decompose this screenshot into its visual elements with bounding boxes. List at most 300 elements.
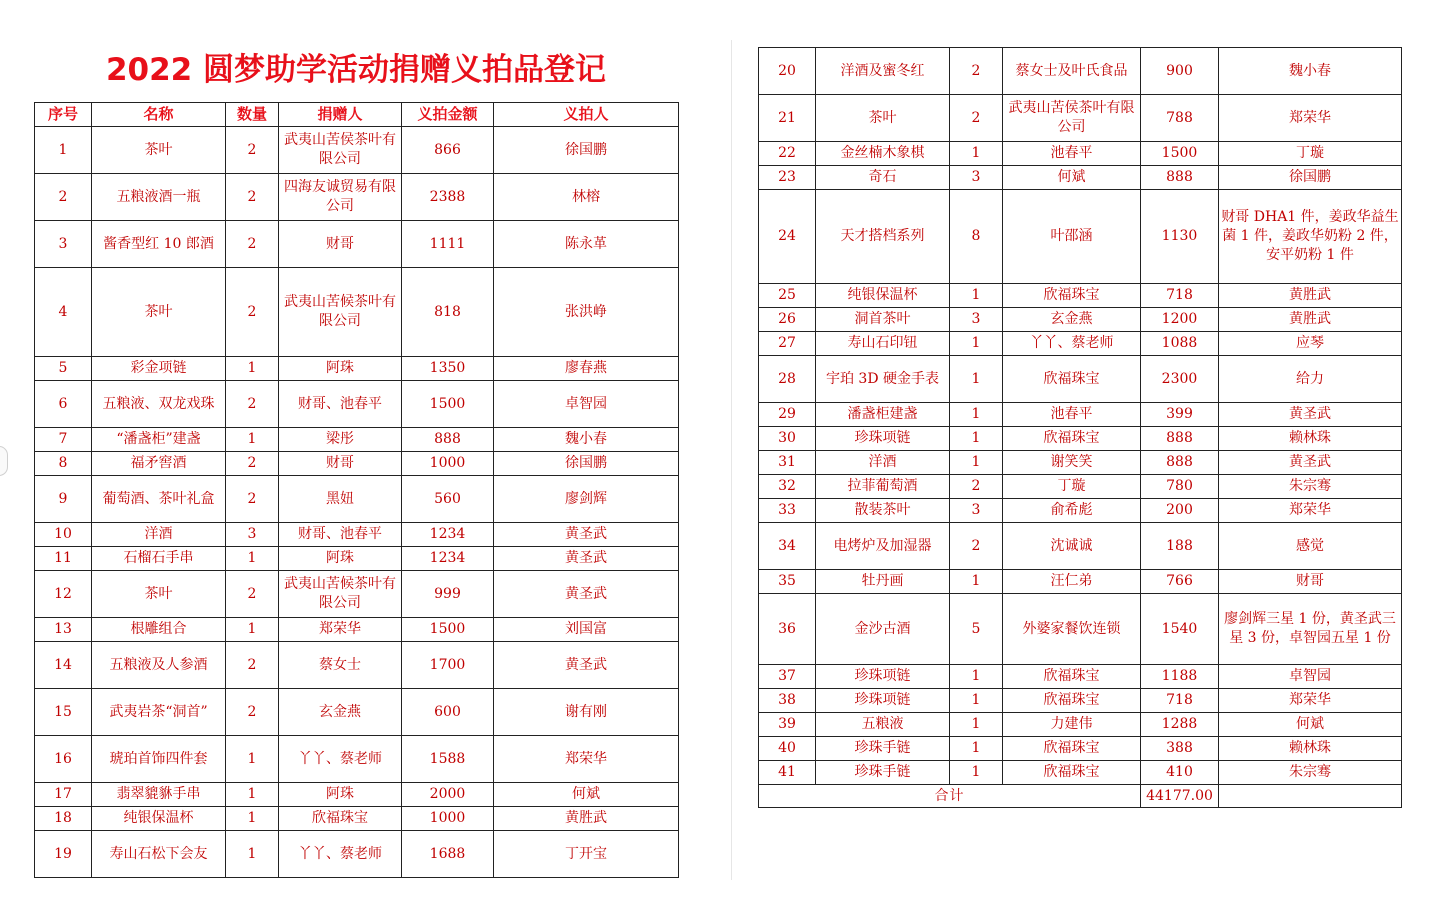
row-item-name: 酱香型红 10 郎酒 — [92, 221, 226, 268]
table-row — [759, 284, 1402, 308]
row-qty: 1 — [950, 332, 1003, 356]
row-qty: 1 — [950, 403, 1003, 427]
row-qty: 2 — [226, 221, 279, 268]
table-row — [35, 807, 679, 831]
row-amount: 1500 — [1141, 142, 1219, 166]
row-amount: 1540 — [1141, 594, 1219, 665]
row-donor: 玄金燕 — [279, 689, 402, 736]
row-no: 24 — [759, 190, 816, 284]
row-no: 28 — [759, 356, 816, 403]
row-bidder: 卓智园 — [494, 381, 679, 428]
table-row — [759, 665, 1402, 689]
row-amount: 788 — [1141, 95, 1219, 142]
row-donor: 叶邵涵 — [1003, 190, 1141, 284]
row-bidder: 郑荣华 — [1219, 689, 1402, 713]
row-donor: 梁彤 — [279, 428, 402, 452]
row-no: 25 — [759, 284, 816, 308]
left-registration-table — [34, 102, 679, 878]
row-donor: 武夷山苦侯茶叶有限公司 — [279, 127, 402, 174]
table-row — [35, 736, 679, 783]
row-item-name: 茶叶 — [92, 127, 226, 174]
row-amount: 1588 — [402, 736, 494, 783]
row-amount: 1350 — [402, 357, 494, 381]
row-amount: 188 — [1141, 523, 1219, 570]
row-bidder: 赖林珠 — [1219, 427, 1402, 451]
row-bidder: 黄圣武 — [494, 523, 679, 547]
row-no: 39 — [759, 713, 816, 737]
row-bidder: 赖林珠 — [1219, 737, 1402, 761]
row-donor: 欣福珠宝 — [279, 807, 402, 831]
header-no: 序号 — [35, 103, 92, 127]
row-donor: 何斌 — [1003, 166, 1141, 190]
table-row — [35, 523, 679, 547]
row-amount: 200 — [1141, 499, 1219, 523]
row-bidder: 丁开宝 — [494, 831, 679, 878]
row-donor: 欣福珠宝 — [1003, 761, 1141, 785]
row-qty: 1 — [226, 618, 279, 642]
row-no: 40 — [759, 737, 816, 761]
row-item-name: 洋酒 — [816, 451, 950, 475]
row-amount: 410 — [1141, 761, 1219, 785]
table-row — [35, 689, 679, 736]
row-item-name: 珍珠手链 — [816, 737, 950, 761]
row-item-name: 金沙古酒 — [816, 594, 950, 665]
row-amount: 1500 — [402, 381, 494, 428]
row-item-name: 拉菲葡萄酒 — [816, 475, 950, 499]
row-bidder: 刘国富 — [494, 618, 679, 642]
row-amount: 1700 — [402, 642, 494, 689]
row-bidder: 黄圣武 — [494, 547, 679, 571]
table-row — [35, 476, 679, 523]
row-item-name: 五粮液、双龙戏珠 — [92, 381, 226, 428]
row-bidder: 张洪峥 — [494, 268, 679, 357]
row-qty: 2 — [226, 381, 279, 428]
row-bidder: 黄圣武 — [494, 571, 679, 618]
row-qty: 1 — [950, 356, 1003, 403]
row-qty: 2 — [226, 127, 279, 174]
row-donor: 阿珠 — [279, 783, 402, 807]
row-amount: 1088 — [1141, 332, 1219, 356]
table-row — [759, 332, 1402, 356]
row-amount: 888 — [402, 428, 494, 452]
row-item-name: 珍珠项链 — [816, 427, 950, 451]
row-amount: 888 — [1141, 451, 1219, 475]
row-qty: 1 — [950, 142, 1003, 166]
row-donor: 财哥 — [279, 221, 402, 268]
row-donor: 池春平 — [1003, 142, 1141, 166]
row-qty: 2 — [950, 48, 1003, 95]
row-no: 17 — [35, 783, 92, 807]
table-row — [759, 451, 1402, 475]
row-no: 12 — [35, 571, 92, 618]
row-no: 21 — [759, 95, 816, 142]
row-bidder: 黄圣武 — [1219, 451, 1402, 475]
row-item-name: 翡翠貔貅手串 — [92, 783, 226, 807]
table-row — [759, 308, 1402, 332]
row-qty: 1 — [950, 689, 1003, 713]
table-row — [759, 356, 1402, 403]
row-bidder: 徐国鹏 — [494, 127, 679, 174]
row-bidder: 黄胜武 — [494, 807, 679, 831]
total-amount: 44177.00 — [1141, 785, 1219, 808]
row-qty: 1 — [950, 665, 1003, 689]
row-item-name: 葡萄酒、茶叶礼盒 — [92, 476, 226, 523]
row-donor: 欣福珠宝 — [1003, 284, 1141, 308]
header-bidder: 义拍人 — [494, 103, 679, 127]
row-amount: 888 — [1141, 166, 1219, 190]
row-donor: 欣福珠宝 — [1003, 427, 1141, 451]
right-registration-table — [758, 47, 1402, 808]
row-qty: 1 — [226, 807, 279, 831]
row-no: 41 — [759, 761, 816, 785]
row-qty: 1 — [226, 357, 279, 381]
table-row — [759, 475, 1402, 499]
row-item-name: 牡丹画 — [816, 570, 950, 594]
row-item-name: 珍珠手链 — [816, 761, 950, 785]
table-row — [35, 783, 679, 807]
row-no: 18 — [35, 807, 92, 831]
row-item-name: 琥珀首饰四件套 — [92, 736, 226, 783]
row-item-name: 金丝楠木象棋 — [816, 142, 950, 166]
row-amount: 900 — [1141, 48, 1219, 95]
row-qty: 2 — [226, 689, 279, 736]
row-donor: 汪仁弟 — [1003, 570, 1141, 594]
row-no: 32 — [759, 475, 816, 499]
row-item-name: 茶叶 — [816, 95, 950, 142]
row-donor: 池春平 — [1003, 403, 1141, 427]
row-qty: 2 — [226, 174, 279, 221]
row-amount: 780 — [1141, 475, 1219, 499]
row-qty: 1 — [226, 428, 279, 452]
row-donor: 武夷山苦候茶叶有限公司 — [279, 268, 402, 357]
row-donor: 丫丫、蔡老师 — [279, 736, 402, 783]
table-row — [35, 381, 679, 428]
row-no: 34 — [759, 523, 816, 570]
row-donor: 丫丫、蔡老师 — [279, 831, 402, 878]
row-donor: 郑荣华 — [279, 618, 402, 642]
row-qty: 3 — [950, 308, 1003, 332]
row-no: 35 — [759, 570, 816, 594]
row-item-name: 茶叶 — [92, 571, 226, 618]
row-no: 36 — [759, 594, 816, 665]
row-qty: 1 — [950, 284, 1003, 308]
row-donor: 蔡女士及叶氏食品 — [1003, 48, 1141, 95]
header-name: 名称 — [92, 103, 226, 127]
row-amount: 1234 — [402, 523, 494, 547]
row-no: 38 — [759, 689, 816, 713]
row-qty: 1 — [226, 736, 279, 783]
row-bidder: 黄胜武 — [1219, 284, 1402, 308]
row-no: 4 — [35, 268, 92, 357]
row-bidder: 朱宗骞 — [1219, 475, 1402, 499]
row-amount: 1688 — [402, 831, 494, 878]
row-bidder: 林榕 — [494, 174, 679, 221]
row-amount: 999 — [402, 571, 494, 618]
table-row — [35, 642, 679, 689]
table-row — [759, 427, 1402, 451]
row-donor: 阿珠 — [279, 547, 402, 571]
row-item-name: 五粮液酒一瓶 — [92, 174, 226, 221]
row-no: 26 — [759, 308, 816, 332]
row-donor: 丫丫、蔡老师 — [1003, 332, 1141, 356]
row-donor: 欣福珠宝 — [1003, 356, 1141, 403]
row-amount: 560 — [402, 476, 494, 523]
page-divider — [731, 40, 732, 880]
row-qty: 1 — [950, 737, 1003, 761]
row-no: 2 — [35, 174, 92, 221]
row-amount: 1500 — [402, 618, 494, 642]
row-no: 19 — [35, 831, 92, 878]
table-row — [759, 190, 1402, 284]
row-no: 7 — [35, 428, 92, 452]
row-donor: 沈诚诚 — [1003, 523, 1141, 570]
row-amount: 1288 — [1141, 713, 1219, 737]
row-no: 29 — [759, 403, 816, 427]
row-bidder: 黄胜武 — [1219, 308, 1402, 332]
row-donor: 欣福珠宝 — [1003, 689, 1141, 713]
row-qty: 3 — [950, 499, 1003, 523]
table-row — [35, 127, 679, 174]
table-row — [35, 618, 679, 642]
row-amount: 718 — [1141, 689, 1219, 713]
side-scroll-handle[interactable] — [0, 446, 8, 476]
row-qty: 2 — [950, 475, 1003, 499]
row-donor: 财哥 — [279, 452, 402, 476]
row-bidder: 魏小春 — [1219, 48, 1402, 95]
table-row — [759, 594, 1402, 665]
row-bidder: 黄圣武 — [494, 642, 679, 689]
row-qty: 8 — [950, 190, 1003, 284]
row-bidder: 给力 — [1219, 356, 1402, 403]
row-item-name: 五粮液及人参酒 — [92, 642, 226, 689]
row-item-name: 散装茶叶 — [816, 499, 950, 523]
table-row — [759, 142, 1402, 166]
row-amount: 2300 — [1141, 356, 1219, 403]
row-donor: 财哥、池春平 — [279, 523, 402, 547]
row-qty: 3 — [226, 523, 279, 547]
row-item-name: 天才搭档系列 — [816, 190, 950, 284]
row-item-name: 石榴石手串 — [92, 547, 226, 571]
row-bidder: 廖春燕 — [494, 357, 679, 381]
row-qty: 2 — [226, 571, 279, 618]
table-row — [35, 571, 679, 618]
row-item-name: 福矛窖酒 — [92, 452, 226, 476]
row-bidder: 何斌 — [1219, 713, 1402, 737]
row-amount: 718 — [1141, 284, 1219, 308]
row-no: 13 — [35, 618, 92, 642]
row-no: 15 — [35, 689, 92, 736]
row-item-name: 纯银保温杯 — [816, 284, 950, 308]
table-row — [35, 452, 679, 476]
row-item-name: 彩金项链 — [92, 357, 226, 381]
row-donor: 武夷山苦侯茶叶有限公司 — [1003, 95, 1141, 142]
row-item-name: 宇珀 3D 硬金手表 — [816, 356, 950, 403]
row-amount: 2388 — [402, 174, 494, 221]
row-donor: 阿珠 — [279, 357, 402, 381]
table-row — [759, 499, 1402, 523]
row-no: 1 — [35, 127, 92, 174]
row-donor: 四海友诚贸易有限公司 — [279, 174, 402, 221]
row-item-name: 珍珠项链 — [816, 689, 950, 713]
row-no: 20 — [759, 48, 816, 95]
table-row — [35, 547, 679, 571]
row-qty: 1 — [950, 713, 1003, 737]
row-qty: 1 — [950, 570, 1003, 594]
table-row — [759, 570, 1402, 594]
row-no: 5 — [35, 357, 92, 381]
row-donor: 谢笑笑 — [1003, 451, 1141, 475]
header-row — [35, 103, 679, 127]
table-row — [35, 357, 679, 381]
row-no: 11 — [35, 547, 92, 571]
row-qty: 1 — [226, 783, 279, 807]
table-row — [35, 174, 679, 221]
row-no: 33 — [759, 499, 816, 523]
row-amount: 1130 — [1141, 190, 1219, 284]
row-donor: 外婆家餐饮连锁 — [1003, 594, 1141, 665]
row-no: 8 — [35, 452, 92, 476]
table-row — [35, 268, 679, 357]
row-item-name: 洞首茶叶 — [816, 308, 950, 332]
row-bidder: 徐国鹏 — [494, 452, 679, 476]
row-qty: 1 — [226, 831, 279, 878]
row-item-name: 寿山石松下会友 — [92, 831, 226, 878]
row-item-name: 五粮液 — [816, 713, 950, 737]
row-qty: 2 — [950, 95, 1003, 142]
row-qty: 5 — [950, 594, 1003, 665]
row-donor: 财哥、池春平 — [279, 381, 402, 428]
row-qty: 1 — [950, 427, 1003, 451]
row-item-name: 电烤炉及加湿器 — [816, 523, 950, 570]
row-no: 23 — [759, 166, 816, 190]
row-no: 6 — [35, 381, 92, 428]
row-amount: 399 — [1141, 403, 1219, 427]
header-qty: 数量 — [226, 103, 279, 127]
row-no: 30 — [759, 427, 816, 451]
row-item-name: 奇石 — [816, 166, 950, 190]
table-row — [35, 221, 679, 268]
row-donor: 丁璇 — [1003, 475, 1141, 499]
row-bidder: 财哥 DHA1 件，姜政华益生菌 1 件，姜政华奶粉 2 件，安平奶粉 1 件 — [1219, 190, 1402, 284]
row-no: 16 — [35, 736, 92, 783]
row-no: 3 — [35, 221, 92, 268]
row-item-name: 珍珠项链 — [816, 665, 950, 689]
row-bidder: 卓智园 — [1219, 665, 1402, 689]
table-row — [759, 689, 1402, 713]
row-item-name: “潘盏柜”建盏 — [92, 428, 226, 452]
table-row — [759, 403, 1402, 427]
row-bidder: 魏小春 — [494, 428, 679, 452]
row-qty: 2 — [950, 523, 1003, 570]
table-row — [35, 831, 679, 878]
row-no: 14 — [35, 642, 92, 689]
row-bidder: 廖剑辉 — [494, 476, 679, 523]
row-amount: 388 — [1141, 737, 1219, 761]
table-row — [759, 737, 1402, 761]
row-donor: 欣福珠宝 — [1003, 737, 1141, 761]
row-item-name: 洋酒及蜜冬红 — [816, 48, 950, 95]
row-bidder: 郑荣华 — [494, 736, 679, 783]
table-row — [759, 713, 1402, 737]
total-row — [759, 785, 1402, 808]
header-donor: 捐赠人 — [279, 103, 402, 127]
row-no: 37 — [759, 665, 816, 689]
row-item-name: 洋酒 — [92, 523, 226, 547]
row-donor: 力建伟 — [1003, 713, 1141, 737]
total-label: 合计 — [759, 785, 1141, 808]
row-item-name: 潘盏柜建盏 — [816, 403, 950, 427]
row-amount: 1000 — [402, 807, 494, 831]
row-amount: 1200 — [1141, 308, 1219, 332]
row-bidder: 丁璇 — [1219, 142, 1402, 166]
row-donor: 武夷山苦候茶叶有限公司 — [279, 571, 402, 618]
row-donor: 玄金燕 — [1003, 308, 1141, 332]
row-donor: 欣福珠宝 — [1003, 665, 1141, 689]
row-bidder: 朱宗骞 — [1219, 761, 1402, 785]
page-title: 2022 圆梦助学活动捐赠义拍品登记 — [105, 52, 607, 88]
row-qty: 2 — [226, 452, 279, 476]
row-donor: 俞希彪 — [1003, 499, 1141, 523]
table-row — [759, 523, 1402, 570]
table-row — [759, 48, 1402, 95]
total-empty-cell — [1219, 785, 1402, 808]
row-amount: 1000 — [402, 452, 494, 476]
row-item-name: 根雕组合 — [92, 618, 226, 642]
row-no: 22 — [759, 142, 816, 166]
row-bidder: 陈永革 — [494, 221, 679, 268]
row-qty: 2 — [226, 642, 279, 689]
row-bidder: 何斌 — [494, 783, 679, 807]
row-amount: 866 — [402, 127, 494, 174]
row-qty: 1 — [950, 451, 1003, 475]
row-bidder: 廖剑辉三星 1 份，黄圣武三星 3 份，卓智园五星 1 份 — [1219, 594, 1402, 665]
row-amount: 1188 — [1141, 665, 1219, 689]
row-amount: 766 — [1141, 570, 1219, 594]
header-amount: 义拍金额 — [402, 103, 494, 127]
row-no: 9 — [35, 476, 92, 523]
row-amount: 1234 — [402, 547, 494, 571]
row-bidder: 应琴 — [1219, 332, 1402, 356]
row-item-name: 茶叶 — [92, 268, 226, 357]
row-no: 31 — [759, 451, 816, 475]
row-donor: 蔡女士 — [279, 642, 402, 689]
row-amount: 888 — [1141, 427, 1219, 451]
row-donor: 黑妞 — [279, 476, 402, 523]
table-row — [35, 428, 679, 452]
row-bidder: 黄圣武 — [1219, 403, 1402, 427]
row-qty: 3 — [950, 166, 1003, 190]
row-qty: 1 — [950, 761, 1003, 785]
row-amount: 818 — [402, 268, 494, 357]
row-amount: 600 — [402, 689, 494, 736]
row-qty: 2 — [226, 268, 279, 357]
row-bidder: 郑荣华 — [1219, 499, 1402, 523]
row-bidder: 郑荣华 — [1219, 95, 1402, 142]
row-bidder: 感觉 — [1219, 523, 1402, 570]
row-qty: 1 — [226, 547, 279, 571]
row-bidder: 谢有刚 — [494, 689, 679, 736]
row-no: 27 — [759, 332, 816, 356]
table-row — [759, 95, 1402, 142]
table-row — [759, 166, 1402, 190]
row-qty: 2 — [226, 476, 279, 523]
row-bidder: 财哥 — [1219, 570, 1402, 594]
row-item-name: 武夷岩茶“洞首” — [92, 689, 226, 736]
table-row — [759, 761, 1402, 785]
row-amount: 2000 — [402, 783, 494, 807]
row-no: 10 — [35, 523, 92, 547]
row-item-name: 寿山石印钮 — [816, 332, 950, 356]
